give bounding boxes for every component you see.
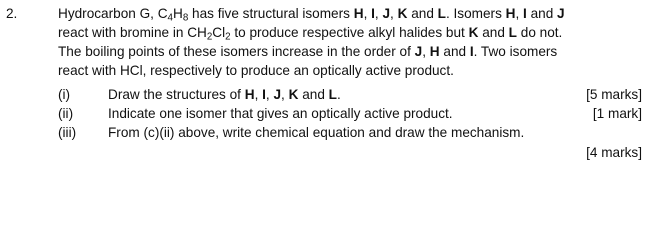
stem-text: H [173, 6, 183, 21]
isomer-i: I [469, 44, 474, 59]
separator: , [363, 6, 372, 21]
isomer-l: L [328, 87, 337, 102]
part-text: From (c)(ii) above, write chemical equation and draw the mechanism. [108, 125, 525, 140]
separator: and [526, 6, 558, 21]
isomer-l: L [437, 6, 446, 21]
subscript-2: 2 [206, 31, 213, 43]
stem-line-1 [58, 4, 650, 23]
marks-label: [5 marks] [586, 87, 642, 102]
question-number: 2. [6, 6, 18, 21]
isomer-j: J [273, 87, 282, 102]
part-iii [58, 123, 642, 142]
isomer-k: K [397, 6, 408, 21]
marks-label: [4 marks] [586, 145, 642, 160]
separator: and [439, 44, 470, 59]
isomer-l: L [508, 25, 517, 40]
stem-line-2 [58, 23, 650, 42]
part-text: Indicate one isomer that gives an optically active product. [108, 106, 453, 121]
stem-line-3 [58, 42, 650, 61]
separator: and [298, 87, 329, 102]
isomer-h: H [505, 6, 516, 21]
separator: , [422, 44, 430, 59]
separator: , [254, 87, 263, 102]
part-numeral: (i) [58, 87, 71, 102]
part-i [58, 85, 642, 104]
marks-label: [1 mark] [592, 106, 642, 121]
isomer-i: I [523, 6, 527, 21]
part-text [108, 85, 341, 104]
stem-text: has five structural isomers [188, 6, 354, 21]
subscript-2: 2 [225, 31, 231, 43]
stem-text: . Two isomers [473, 44, 558, 59]
isomer-h: H [429, 44, 440, 59]
stem-line-4: react with HCl, respectively to produce an optically active product. [58, 63, 454, 78]
isomer-i: I [262, 87, 266, 102]
part-numeral: (ii) [58, 106, 74, 121]
stem-text: Hydrocarbon G, C [58, 6, 168, 21]
part-numeral: (iii) [58, 125, 77, 140]
part-text-segment: Draw the structures of [108, 87, 245, 102]
isomer-j: J [382, 6, 391, 21]
stem-text: . Isomers [445, 6, 506, 21]
isomer-i: I [371, 6, 375, 21]
isomer-k: K [468, 25, 479, 40]
subscript-4: 4 [167, 12, 173, 24]
stem-text: The boiling points of these isomers increase in the order of [58, 44, 415, 59]
stem-text: do not. [516, 25, 563, 40]
stem-text: Cl [212, 25, 226, 40]
isomer-j: J [414, 44, 423, 59]
separator: , [265, 87, 274, 102]
isomer-h: H [244, 87, 255, 102]
stem-text: react with bromine in CH [58, 25, 207, 40]
isomer-h: H [353, 6, 364, 21]
isomer-k: K [288, 87, 299, 102]
part-text-segment: . [336, 87, 341, 102]
question-stem [58, 4, 650, 80]
separator: , [374, 6, 383, 21]
separator: and [407, 6, 438, 21]
separator: and [478, 25, 509, 40]
separator: , [515, 6, 524, 21]
subscript-8: 8 [182, 12, 189, 24]
stem-text: to produce respective alkyl halides but [230, 25, 469, 40]
separator: , [390, 6, 398, 21]
isomer-j: J [557, 6, 565, 21]
separator: , [281, 87, 289, 102]
part-ii [58, 104, 642, 123]
